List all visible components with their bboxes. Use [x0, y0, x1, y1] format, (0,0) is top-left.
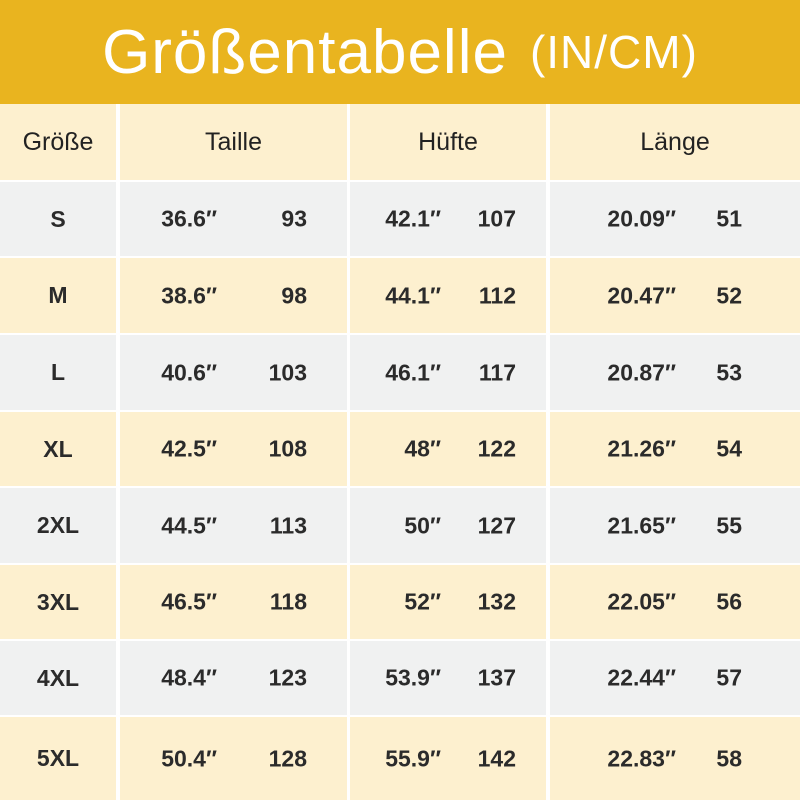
waist-inches: 36.6″	[161, 205, 217, 232]
length-cm: 53	[716, 359, 742, 385]
table-header-row	[0, 104, 800, 180]
waist-cell	[120, 717, 347, 800]
hip-cm: 132	[477, 588, 516, 615]
table-row	[0, 565, 800, 639]
waist-cell	[120, 412, 347, 486]
size-cell: 3XL	[0, 565, 116, 639]
table-row	[0, 258, 800, 333]
hip-cell	[350, 641, 546, 715]
waist-cell	[120, 565, 347, 639]
hip-inches: 46.1″	[385, 359, 441, 385]
hip-inches: 44.1″	[385, 282, 441, 308]
hip-inches: 53.9″	[385, 664, 441, 691]
length-cell	[550, 335, 800, 410]
length-inches: 22.05″	[607, 588, 676, 615]
table-row	[0, 717, 800, 800]
hip-cm: 107	[477, 205, 516, 232]
size-cell: 4XL	[0, 641, 116, 715]
waist-cm: 98	[281, 282, 307, 308]
waist-cell	[120, 641, 347, 715]
size-cell: XL	[0, 412, 116, 486]
hip-inches: 50″	[404, 512, 441, 538]
hip-inches: 42.1″	[385, 205, 441, 232]
waist-cell	[120, 182, 347, 256]
page-title: Größentabelle	[102, 17, 508, 87]
size-table	[0, 104, 800, 800]
length-cell	[550, 258, 800, 333]
header-length: Länge	[550, 104, 800, 180]
hip-cell	[350, 488, 546, 563]
header-hip: Hüfte	[350, 104, 546, 180]
length-cm: 55	[716, 512, 742, 538]
waist-inches: 44.5″	[161, 512, 217, 538]
unit-label: (IN/CM)	[529, 26, 698, 78]
length-cell	[550, 641, 800, 715]
length-cell	[550, 565, 800, 639]
length-cm: 52	[716, 282, 742, 308]
length-inches: 20.09″	[607, 205, 676, 232]
size-cell: 2XL	[0, 488, 116, 563]
waist-cell	[120, 488, 347, 563]
hip-cm: 117	[478, 359, 516, 385]
waist-inches: 50.4″	[161, 745, 217, 771]
waist-cm: 118	[269, 588, 307, 615]
hip-cell	[350, 335, 546, 410]
length-cm: 57	[716, 664, 742, 691]
waist-inches: 46.5″	[161, 588, 217, 615]
waist-cm: 108	[268, 435, 307, 462]
size-cell: S	[0, 182, 116, 256]
table-row	[0, 488, 800, 563]
hip-cell	[350, 182, 546, 256]
waist-cm: 103	[268, 359, 307, 385]
waist-cm: 113	[269, 512, 307, 538]
hip-inches: 55.9″	[385, 745, 441, 771]
waist-cm: 93	[281, 205, 307, 232]
table-row	[0, 182, 800, 256]
waist-cell	[120, 335, 347, 410]
waist-cm: 128	[268, 745, 307, 771]
hip-inches: 52″	[404, 588, 441, 615]
length-cm: 54	[716, 435, 742, 462]
waist-inches: 38.6″	[161, 282, 217, 308]
size-cell: M	[0, 258, 116, 333]
waist-inches: 40.6″	[161, 359, 217, 385]
hip-inches: 48″	[404, 435, 441, 462]
length-inches: 21.65″	[607, 512, 676, 538]
waist-inches: 48.4″	[161, 664, 217, 691]
size-cell: L	[0, 335, 116, 410]
length-cm: 51	[716, 205, 742, 232]
waist-cell	[120, 258, 347, 333]
length-cm: 58	[716, 745, 742, 771]
length-inches: 21.26″	[607, 435, 676, 462]
hip-cm: 142	[477, 745, 516, 771]
length-inches: 22.83″	[607, 745, 676, 771]
waist-inches: 42.5″	[161, 435, 217, 462]
hip-cm: 122	[477, 435, 516, 462]
title-bar	[0, 0, 800, 104]
header-size: Größe	[0, 104, 116, 180]
hip-cell	[350, 565, 546, 639]
waist-cm: 123	[268, 664, 307, 691]
hip-cell	[350, 258, 546, 333]
hip-cm: 112	[478, 282, 516, 308]
hip-cell	[350, 717, 546, 800]
length-cell	[550, 412, 800, 486]
length-inches: 22.44″	[607, 664, 676, 691]
size-cell: 5XL	[0, 717, 116, 800]
length-cm: 56	[716, 588, 742, 615]
hip-cell	[350, 412, 546, 486]
length-inches: 20.87″	[607, 359, 676, 385]
header-waist: Taille	[120, 104, 347, 180]
length-inches: 20.47″	[607, 282, 676, 308]
length-cell	[550, 717, 800, 800]
hip-cm: 137	[477, 664, 516, 691]
table-row	[0, 335, 800, 410]
hip-cm: 127	[477, 512, 516, 538]
table-row	[0, 641, 800, 715]
length-cell	[550, 488, 800, 563]
length-cell	[550, 182, 800, 256]
table-row	[0, 412, 800, 486]
